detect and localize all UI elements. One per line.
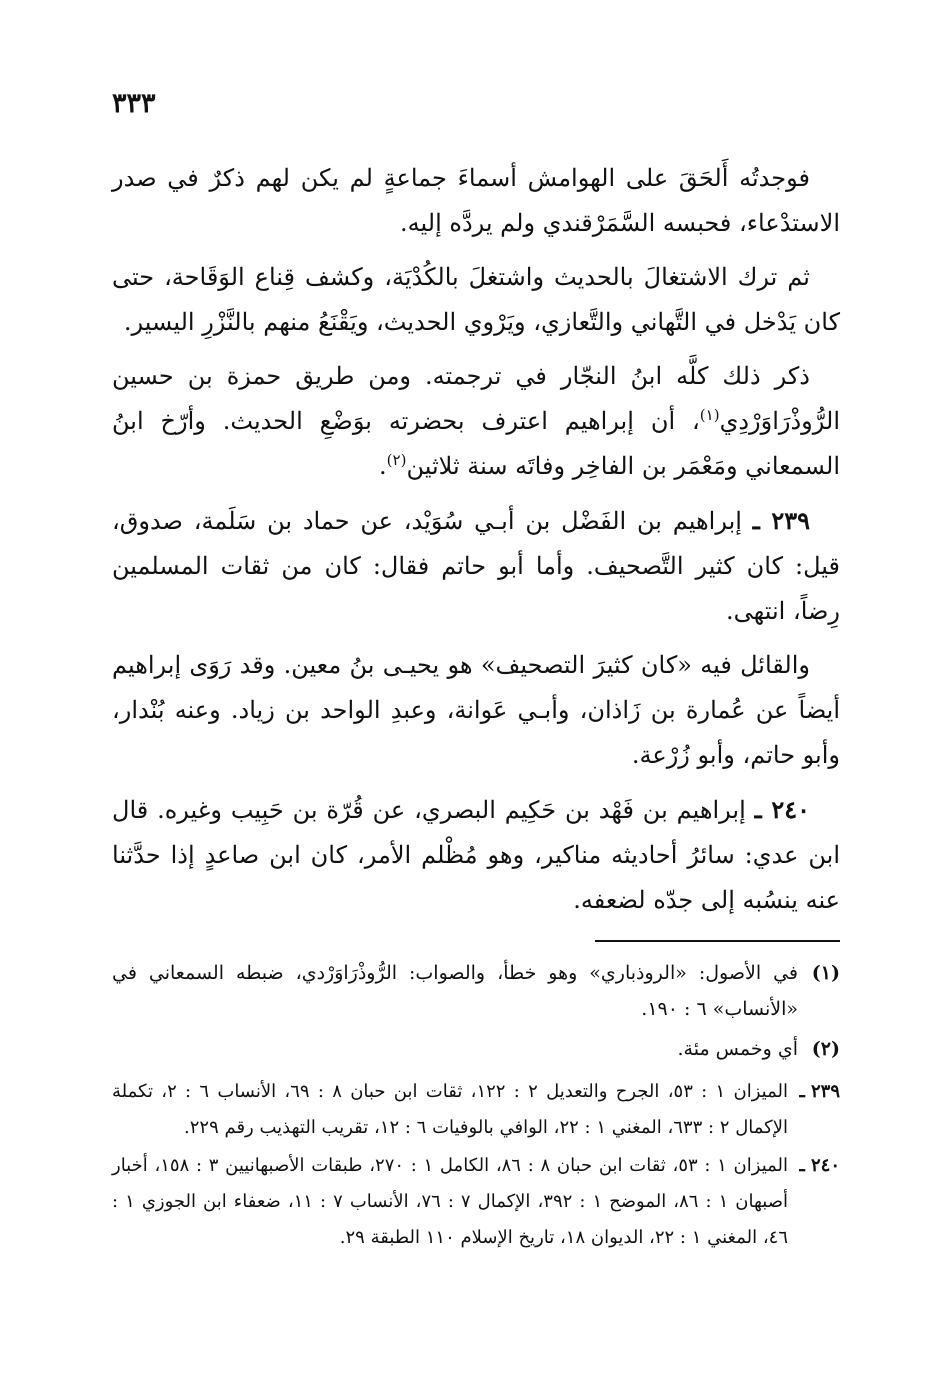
footnote-text: أي وخمس مئة. xyxy=(677,1038,798,1060)
footnote-mark: (٢) xyxy=(811,1038,840,1060)
footnotes xyxy=(112,955,840,1071)
footnote-mark: (١) xyxy=(811,962,840,984)
paragraph xyxy=(112,643,840,778)
source-entry-number: ٢٤٠ ـ xyxy=(799,1155,840,1176)
page-number: ٣٣٣ xyxy=(112,88,156,119)
source-entry-text: الميزان ١ : ٥٣، ثقات ابن حبان ٨ : ٨٦، الكامل ١ : ٢٧٠، طبقات الأصبهانيين ٣ : ١٥٨، أخبار أصبهان ١ : ٨٦، الموضح ١ : ٣٩٢، الإكمال ٧ : ٧٦، الأنساب ٧ : ١١، ضعفاء ابن الجوزي ١ : ٤٦، المغني ١ : ٢٢، الديوان ١٨، تاريخ الإسلام ١١٠ الطبقة ٢٩. xyxy=(112,1155,789,1248)
paragraph-text: ثم ترك الاشتغالَ بالحديث واشتغلَ بالكُدْيَة، وكشف قِناع الوَقَاحة، حتى كان يَدْخل في التَّهاني والتَّعازي، ويَرْوي الحديث، ويَقْنَعُ منهم بالنَّزْرِ اليسير. xyxy=(112,263,840,336)
paragraph-text: والقائل فيه «كان كثيرَ التصحيف» هو يحيـى بنُ معين. وقد رَوَى إبراهيم أيضاً عن عُمارة بن زَاذان، وأبـي عَوانة، وعبدِ الواحد بن زياد. وعنه بُنْدار، وأبو حاتم، وأبو زُرْعة. xyxy=(112,651,840,769)
footnote-divider xyxy=(595,940,840,942)
footnote xyxy=(112,955,840,1027)
source-entry xyxy=(112,1148,840,1256)
biography-entry xyxy=(112,498,840,634)
paragraph-text: . xyxy=(379,452,387,480)
paragraph-text: إبراهيم بن الفَضْل بن أبـي سُوَيْد، عن حماد بن سَلَمة، صدوق، قيل: كان كثير التَّصحيف. وأما أبو حاتم فقال: كان من ثقات المسلمين رِضاً، انتهى. xyxy=(112,507,840,625)
entry-number: ٢٤٠ ـ xyxy=(754,795,810,824)
main-text xyxy=(112,156,840,932)
entry-number: ٢٣٩ ـ xyxy=(752,506,810,535)
paragraph-text: ، أن إبراهيم اعترف بحضرته بوَضْعِ الحديث. وأرّخ ابنُ السمعاني ومَعْمَر بن الفاخِر وفاتَه سنة ثلاثين xyxy=(112,407,840,480)
footnote-reference[interactable]: (٢) xyxy=(386,451,407,469)
paragraph-text: فوجدتُه أَلحَقَ على الهوامش أسماءَ جماعةٍ لم يكن لهم ذكرٌ في صدر الاستدْعاء، فحبسه السَّمَرْقندي ولم يردَّه إليه. xyxy=(112,164,840,237)
source-entry xyxy=(112,1074,840,1146)
footnote xyxy=(112,1031,840,1067)
paragraph-text: ذكر ذلك كلَّه ابنُ النجّار في ترجمته. ومن طريق حمزة بن حسين الرُّوذْرَاوَرْدِي xyxy=(112,362,840,435)
paragraph xyxy=(112,255,840,345)
footnote-reference[interactable]: (١) xyxy=(699,406,720,424)
source-entry-number: ٢٣٩ ـ xyxy=(799,1081,840,1102)
footnote-text: في الأصول: «الروذباري» وهو خطأ، والصواب: الرُّوذْرَاوَرْدي، ضبطه السمعاني في «الأنساب» ٦ : ١٩٠. xyxy=(112,962,798,1020)
source-entry-text: الميزان ١ : ٥٣، الجرح والتعديل ٢ : ١٢٢، ثقات ابن حبان ٨ : ٦٩، الأنساب ٦ : ٢، تكملة الإكمال ٢ : ٦٣٣، المغني ١ : ٢٢، الوافي بالوفيات ٦ : ١٢، تقريب التهذيب رقم ٢٢٩. xyxy=(112,1081,788,1138)
paragraph-text: إبراهيم بن فَهْد بن حَكِيم البصري، عن قُرّة بن حَبِيب وغيره. قال ابن عدي: سائرُ أحاديثه مناكير، وهو مُظْلم الأمر، كان ابن صاعدٍ إذا حدَّثنا عنه ينسُبه إلى جدّه لضعفه. xyxy=(112,796,840,914)
paragraph xyxy=(112,354,840,489)
biography-entry xyxy=(112,787,840,923)
paragraph xyxy=(112,156,840,246)
source-references xyxy=(112,1074,840,1258)
